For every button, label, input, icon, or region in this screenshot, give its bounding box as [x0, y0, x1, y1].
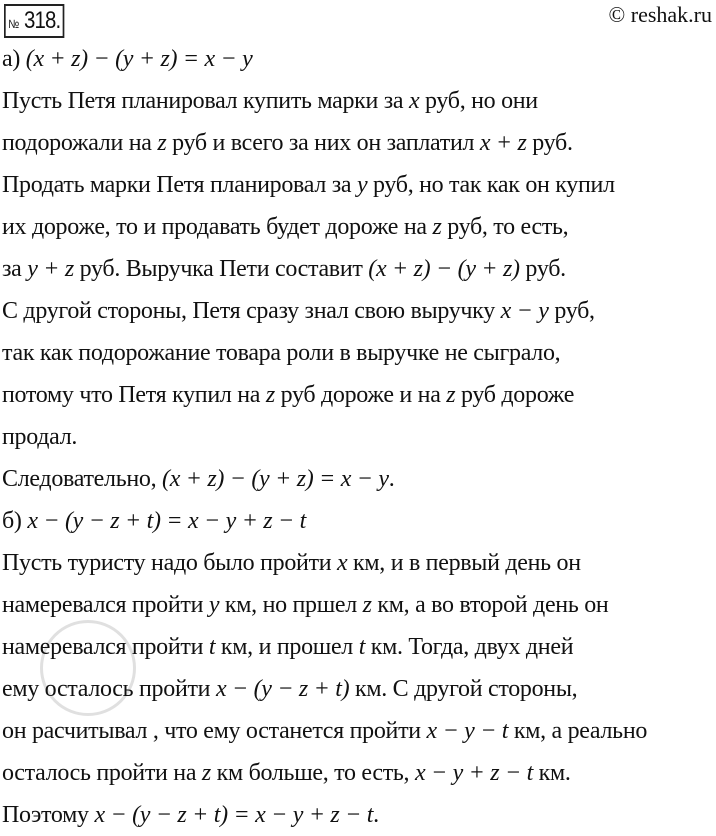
- math-expression: x − (y − z + t): [215, 676, 350, 702]
- text-segment: руб, то есть,: [441, 214, 569, 240]
- math-expression: x − (y − z + t) = x − y + z − t: [94, 802, 374, 828]
- text-segment: руб. Выручка Пети составит: [73, 256, 369, 282]
- text-segment: руб,: [548, 298, 595, 324]
- text-segment: км больше, то есть,: [210, 760, 415, 786]
- text-line: [2, 668, 716, 710]
- text-segment: руб и всего за них он заплатил: [166, 130, 480, 156]
- math-expression: x − y: [500, 298, 549, 324]
- text-line: [2, 794, 716, 836]
- text-line: [2, 248, 716, 290]
- math-expression: t: [358, 634, 366, 660]
- math-expression: y + z: [27, 256, 74, 282]
- text-segment: руб.: [519, 256, 566, 282]
- text-segment: руб, но так как он купил: [367, 172, 615, 198]
- text-segment: так как подорожание товара роли в выручке не сыграло,: [2, 340, 561, 366]
- text-segment: Следовательно,: [2, 466, 162, 492]
- text-segment: потому что Петя купил на: [2, 382, 266, 408]
- text-line: [2, 80, 716, 122]
- text-line: [2, 374, 716, 416]
- math-expression: (x + z) − (y + z) = x − y: [162, 466, 389, 492]
- text-line: [2, 122, 716, 164]
- text-segment: км, но пршел: [219, 592, 363, 618]
- solution-text: [2, 38, 716, 836]
- text-segment: он расчитывал , что ему останется пройти: [2, 718, 427, 744]
- text-segment: осталось пройти на: [2, 760, 202, 786]
- math-expression: t: [208, 634, 216, 660]
- text-line: [2, 626, 716, 668]
- text-line: [2, 710, 716, 752]
- text-segment: Поэтому: [2, 802, 95, 828]
- text-segment: их дороже, то и продавать будет дороже на: [2, 214, 433, 240]
- text-line: [2, 290, 716, 332]
- text-line: [2, 542, 716, 584]
- text-segment: продал.: [2, 424, 78, 450]
- text-segment: б): [2, 508, 28, 534]
- text-segment: намеревался пройти: [2, 592, 209, 618]
- text-segment: за: [2, 256, 28, 282]
- text-segment: км.: [532, 760, 571, 786]
- text-segment: км, и прошел: [215, 634, 359, 660]
- text-segment: ему осталось пройти: [2, 676, 216, 702]
- text-segment: Продать марки Петя планировал за: [2, 172, 357, 198]
- number-sign: №: [8, 17, 20, 31]
- math-expression: z: [432, 214, 442, 240]
- text-segment: руб, но они: [419, 88, 538, 114]
- text-segment: руб.: [526, 130, 573, 156]
- text-line: [2, 458, 716, 500]
- text-segment: км, а во второй день он: [371, 592, 609, 618]
- text-line: [2, 416, 716, 458]
- math-expression: (x + z) − (y + z) = x − y: [25, 46, 253, 72]
- math-expression: z: [265, 382, 275, 408]
- math-expression: y: [356, 172, 368, 198]
- text-line: [2, 332, 716, 374]
- text-segment: а): [2, 46, 26, 72]
- math-expression: x: [408, 88, 420, 114]
- problem-number: [4, 4, 65, 38]
- text-line: [2, 584, 716, 626]
- text-segment: подорожали на: [2, 130, 158, 156]
- text-segment: руб дороже и на: [274, 382, 447, 408]
- math-expression: y: [208, 592, 220, 618]
- text-segment: км. Тогда, двух дней: [365, 634, 574, 660]
- math-expression: x: [337, 550, 348, 576]
- text-line: [2, 164, 716, 206]
- math-expression: x − y + z − t: [414, 760, 533, 786]
- math-expression: z: [446, 382, 456, 408]
- text-segment: Пусть Петя планировал купить марки за: [2, 88, 409, 114]
- text-segment: С другой стороны, Петя сразу знал свою выручку: [2, 298, 501, 324]
- text-segment: намеревался пройти: [2, 634, 209, 660]
- math-expression: x − (y − z + t) = x − y + z − t: [27, 508, 306, 534]
- text-line: [2, 206, 716, 248]
- number-value: 318.: [24, 7, 61, 34]
- math-expression: z: [157, 130, 167, 156]
- text-line: [2, 38, 716, 80]
- text-segment: км. С другой стороны,: [349, 676, 578, 702]
- text-segment: км, а реально: [508, 718, 648, 744]
- text-segment: Пусть туристу надо было пройти: [2, 550, 337, 576]
- text-segment: .: [373, 802, 379, 828]
- text-line: [2, 752, 716, 794]
- text-segment: руб дороже: [455, 382, 575, 408]
- text-line: [2, 500, 716, 542]
- math-expression: (x + z) − (y + z): [368, 256, 520, 282]
- text-segment: .: [388, 466, 395, 492]
- math-expression: z: [201, 760, 211, 786]
- math-expression: x − y − t: [426, 718, 509, 744]
- text-segment: км, и в первый день он: [347, 550, 581, 576]
- math-expression: z: [362, 592, 372, 618]
- copyright-text: © reshak.ru: [608, 2, 712, 27]
- math-expression: x + z: [479, 130, 527, 156]
